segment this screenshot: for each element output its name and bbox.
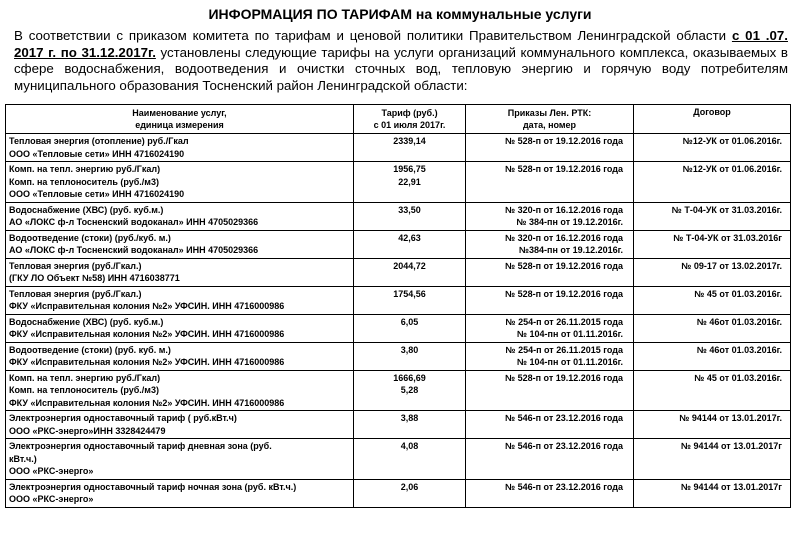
service-cell — [6, 162, 354, 203]
service-cell — [6, 370, 354, 411]
header-contract: Договор — [634, 105, 791, 134]
orders-cell — [466, 230, 634, 258]
service-line: Электроэнергия одноставочный тариф дневная зона (руб. — [9, 441, 272, 451]
order-line: № 528-п от 19.12.2016 года — [505, 164, 623, 174]
orders-cell — [466, 202, 634, 230]
contract-value: № 94144 от 13.01.2017г — [680, 481, 782, 492]
orders-cell — [466, 286, 634, 314]
contract-value: № 46от 01.03.2016г. — [696, 316, 782, 327]
contract-cell — [634, 162, 791, 203]
order-line: № 320-п от 16.12.2016 года — [505, 204, 623, 215]
tariff-value: 4,08 — [400, 441, 419, 451]
service-line: ФКУ «Исправительная колония №2» УФСИН. ИНН 4716000986 — [9, 329, 285, 339]
orders-cell — [466, 258, 634, 286]
service-line: ООО «РКС-энерго» — [9, 494, 94, 504]
service-cell — [6, 342, 354, 370]
service-line: Комп. на тепл. энергию руб./Гкал) — [9, 372, 161, 383]
table-row — [6, 439, 791, 480]
tariff-cell — [354, 162, 466, 203]
order-line: № 528-п от 19.12.2016 года — [505, 288, 623, 299]
service-line: Водоотведение (стоки) (руб./куб. м.) — [9, 232, 171, 243]
contract-value: № Т-04-УК от 31.03.2016г. — [671, 204, 782, 215]
table-row — [6, 342, 791, 370]
service-cell — [6, 258, 354, 286]
order-line: № 528-п от 19.12.2016 года — [505, 136, 623, 146]
table-row — [6, 134, 791, 162]
tariff-cell — [354, 314, 466, 342]
table-row — [6, 411, 791, 439]
contract-cell — [634, 286, 791, 314]
service-line: Комп. на тепл. энергию руб./Гкал) — [9, 164, 161, 174]
header-orders-line2: дата, номер — [522, 120, 577, 130]
tariff-value: 3,80 — [400, 344, 419, 355]
orders-cell — [466, 370, 634, 411]
table-row — [6, 314, 791, 342]
contract-cell — [634, 134, 791, 162]
order-line: № 546-п от 23.12.2016 года — [505, 413, 623, 423]
contract-value: № 94144 от 13.01.2017г. — [679, 413, 782, 423]
order-line: № 546-п от 23.12.2016 года — [505, 481, 623, 492]
table-row — [6, 370, 791, 411]
order-line: № 528-п от 19.12.2016 года — [505, 372, 623, 383]
order-line: № 546-п от 23.12.2016 года — [505, 441, 623, 451]
header-tariff-line1: Тариф (руб.) — [381, 107, 438, 118]
table-row — [6, 479, 791, 507]
service-cell — [6, 411, 354, 439]
tariff-value: 3,88 — [400, 413, 419, 423]
contract-value: № 45 от 01.03.2016г. — [694, 372, 782, 383]
contract-value: № 45 от 01.03.2016г. — [694, 288, 782, 299]
table-row — [6, 286, 791, 314]
contract-cell — [634, 439, 791, 480]
table-row — [6, 258, 791, 286]
table-body — [6, 134, 791, 508]
tariff-table — [5, 104, 791, 508]
tariff-cell — [354, 202, 466, 230]
tariff-value: 1754,56 — [393, 288, 426, 299]
tariff-value: 1666,69 — [393, 372, 426, 383]
order-line: № 104-пн от 01.11.2016г. — [517, 329, 623, 339]
service-cell — [6, 230, 354, 258]
service-line: ООО «Тепловые сети» ИНН 4716024190 — [9, 148, 185, 159]
contract-cell — [634, 342, 791, 370]
service-line: Тепловая энергия (руб./Гкал.) — [9, 288, 142, 299]
order-line: № 320-п от 16.12.2016 года — [505, 232, 623, 243]
service-cell — [6, 286, 354, 314]
service-line: Водоотведение (стоки) (руб. куб. м.) — [9, 344, 171, 355]
contract-cell — [634, 411, 791, 439]
service-line: Электроэнергия одноставочный тариф ночная зона (руб. кВт.ч.) — [9, 481, 297, 492]
tariff-cell — [354, 286, 466, 314]
orders-cell — [466, 134, 634, 162]
tariff-value: 2,06 — [400, 481, 419, 492]
tariff-value: 33,50 — [398, 204, 421, 215]
contract-cell — [634, 370, 791, 411]
tariff-cell — [354, 134, 466, 162]
order-line: № 528-п от 19.12.2016 года — [505, 260, 623, 271]
service-line: ООО «РКС-энерго» — [9, 466, 94, 476]
orders-cell — [466, 439, 634, 480]
tariff-cell — [354, 439, 466, 480]
tariff-value: 2044,72 — [393, 260, 426, 271]
tariff-value: 42,63 — [398, 232, 421, 243]
tariff-value: 1956,75 — [393, 164, 426, 174]
tariff-cell — [354, 342, 466, 370]
service-line: Водоснабжение (ХВС) (руб. куб.м.) — [9, 204, 164, 215]
contract-cell — [634, 479, 791, 507]
contract-cell — [634, 314, 791, 342]
contract-cell — [634, 230, 791, 258]
service-line: ФКУ «Исправительная колония №2» УФСИН. ИНН 4716000986 — [9, 301, 285, 311]
service-line: кВт.ч.) — [9, 453, 37, 464]
tariff-cell — [354, 479, 466, 507]
header-service-line2: единица измерения — [135, 120, 224, 130]
table-header-row — [6, 105, 791, 134]
contract-value: № 46от 01.03.2016г. — [696, 344, 782, 355]
intro-text-end: установлены следующие тарифы на услуги организаций коммунального комплекса, оказываемых в сфере водоснабжения, водоотведения и очистки сточных вод, тепловую энергию и горячую воду потребителям муниципального образования Тосненский район Ленинградской области: — [14, 44, 788, 93]
contract-cell — [634, 258, 791, 286]
intro-period: с 01 .07. 2017 г. по 31.12.2017г. — [14, 28, 788, 60]
tariff-value: 22,91 — [398, 176, 421, 187]
intro-text-start: В соответствии с приказом комитета по тарифам и ценовой политики Правительством Ленинградской области — [14, 28, 732, 43]
tariff-cell — [354, 258, 466, 286]
order-line: № 384-пн от 19.12.2016г. — [516, 217, 623, 227]
service-line: ФКУ «Исправительная колония №2» УФСИН. ИНН 4716000986 — [9, 397, 285, 408]
header-orders — [466, 105, 634, 134]
header-tariff — [354, 105, 466, 134]
tariff-value: 6,05 — [400, 316, 419, 327]
table-row — [6, 230, 791, 258]
intro-paragraph — [14, 28, 788, 94]
tariff-cell — [354, 370, 466, 411]
header-tariff-line2: с 01 июля 2017г. — [373, 120, 446, 130]
service-line: (ГКУ ЛО Объект №58) ИНН 4716038771 — [9, 273, 180, 283]
header-service — [6, 105, 354, 134]
service-line: Комп. на теплоноситель (руб./м3) — [9, 385, 159, 395]
contract-value: № Т-04-УК от 31.03.2016г — [673, 232, 782, 243]
contract-cell — [634, 202, 791, 230]
orders-cell — [466, 479, 634, 507]
service-line: АО «ЛОКС ф-л Тосненский водоканал» ИНН 4705029366 — [9, 245, 259, 255]
tariff-cell — [354, 230, 466, 258]
header-service-line1: Наименование услуг, — [132, 107, 227, 118]
contract-value: №12-УК от 01.06.2016г. — [682, 136, 782, 146]
service-line: ООО «Тепловые сети» ИНН 4716024190 — [9, 189, 185, 199]
service-line: ФКУ «Исправительная колония №2» УФСИН. ИНН 4716000986 — [9, 357, 285, 367]
contract-value: №12-УК от 01.06.2016г. — [682, 164, 782, 174]
header-orders-line1: Приказы Лен. РТК: — [507, 107, 592, 118]
page-title: ИНФОРМАЦИЯ ПО ТАРИФАМ на коммунальные услуги — [208, 6, 592, 22]
service-cell — [6, 202, 354, 230]
contract-value: № 94144 от 13.01.2017г — [680, 441, 782, 451]
service-cell — [6, 439, 354, 480]
order-line: №384-пн от 19.12.2016г. — [519, 245, 623, 255]
order-line: № 254-п от 26.11.2015 года — [505, 344, 623, 355]
contract-value: № 09-17 от 13.02.2017г. — [681, 260, 782, 271]
service-line: АО «ЛОКС ф-л Тосненский водоканал» ИНН 4705029366 — [9, 217, 259, 227]
tariff-value: 5,28 — [400, 385, 419, 395]
orders-cell — [466, 411, 634, 439]
service-line: Тепловая энергия (руб./Гкал.) — [9, 260, 142, 271]
service-cell — [6, 479, 354, 507]
tariff-cell — [354, 411, 466, 439]
service-cell — [6, 314, 354, 342]
table-row — [6, 202, 791, 230]
service-line: Водоснабжение (ХВС) (руб. куб.м.) — [9, 316, 164, 327]
orders-cell — [466, 162, 634, 203]
tariff-value: 2339,14 — [393, 136, 426, 146]
service-line: Тепловая энергия (отопление) руб./Гкал — [9, 136, 189, 146]
service-cell — [6, 134, 354, 162]
service-line: Комп. на теплоноситель (руб./м3) — [9, 176, 159, 187]
service-line: Электроэнергия одноставочный тариф ( руб.кВт.ч) — [9, 413, 237, 423]
service-line: ООО «РКС-энерго»ИНН 3328424479 — [9, 425, 166, 436]
orders-cell — [466, 314, 634, 342]
order-line: № 254-п от 26.11.2015 года — [505, 316, 623, 327]
table-row — [6, 162, 791, 203]
order-line: № 104-пн от 01.11.2016г. — [517, 357, 623, 367]
orders-cell — [466, 342, 634, 370]
